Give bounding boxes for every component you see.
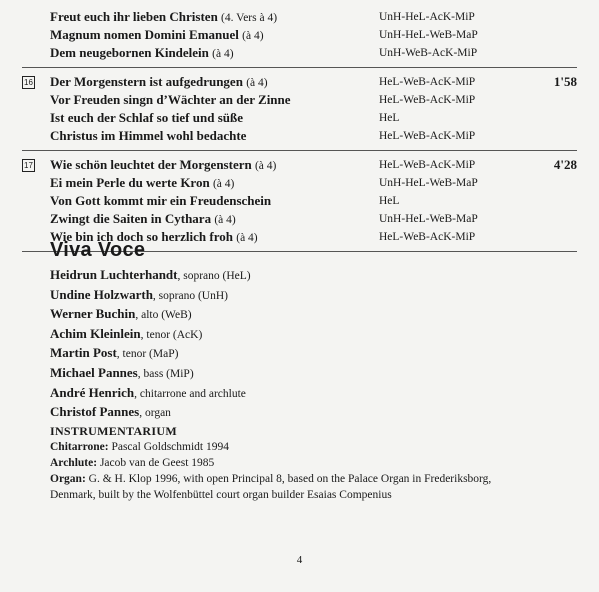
- ensemble-member: Werner Buchin, alto (WeB): [50, 306, 192, 322]
- ensemble-member: Achim Kleinlein, tenor (AcK): [50, 325, 203, 341]
- track-number-box: 17: [22, 159, 35, 172]
- track-singers: HeL-WeB-AcK-MiP: [379, 76, 476, 88]
- track-group: [22, 156, 577, 246]
- instrument-line: Organ: G. & H. Klop 1996, with open Principal 8, based on the Palace Organ in Frederiksborg,: [50, 473, 492, 485]
- track-group: [22, 73, 577, 145]
- track-title: Der Morgenstern ist aufgedrungen (à 4): [50, 74, 268, 89]
- track-singers: UnH-HeL-WeB-MaP: [379, 213, 478, 225]
- track-row: [22, 109, 577, 127]
- track-voices: (à 4): [212, 48, 234, 60]
- instrument-line: Denmark, built by the Wolfenbüttel court organ builder Esaias Compenius: [50, 489, 392, 501]
- track-list: [22, 8, 577, 257]
- track-title: Magnum nomen Domini Emanuel (à 4): [50, 27, 264, 42]
- instrument-line: Chitarrone: Pascal Goldschmidt 1994: [50, 441, 229, 453]
- track-singers: HeL: [379, 112, 400, 124]
- track-title: Wie bin ich doch so herzlich froh (à 4): [50, 229, 258, 244]
- track-singers: HeL: [379, 195, 400, 207]
- track-singers: UnH-WeB-AcK-MiP: [379, 47, 478, 59]
- track-singers: HeL-WeB-AcK-MiP: [379, 130, 476, 142]
- ensemble-member: Undine Holzwarth, soprano (UnH): [50, 286, 228, 302]
- track-voices: (à 4): [246, 77, 268, 89]
- track-singers: UnH-HeL-AcK-MiP: [379, 11, 475, 23]
- ensemble-member: André Henrich, chitarrone and archlute: [50, 384, 246, 400]
- track-voices: (à 4): [214, 214, 236, 226]
- track-row: [22, 44, 577, 62]
- ensemble-section: [50, 238, 570, 423]
- track-title: Ist euch der Schlaf so tief und süße: [50, 110, 243, 125]
- track-row: [22, 91, 577, 109]
- track-title: Zwingt die Saiten in Cythara (à 4): [50, 211, 236, 226]
- track-title: Ei mein Perle du werte Kron (à 4): [50, 175, 235, 190]
- instrument-line: Archlute: Jacob van de Geest 1985: [50, 457, 215, 469]
- track-row: [22, 210, 577, 228]
- track-title: Von Gott kommt mir ein Freudenschein: [50, 193, 272, 208]
- track-singers: HeL-WeB-AcK-MiP: [379, 159, 476, 171]
- track-singers: HeL-WeB-AcK-MiP: [379, 231, 476, 243]
- ensemble-member: Martin Post, tenor (MaP): [50, 345, 179, 361]
- ensemble-member: Christof Pannes, organ: [50, 404, 171, 420]
- track-row: [22, 174, 577, 192]
- track-row: [22, 156, 577, 174]
- track-row: [22, 192, 577, 210]
- track-row: [22, 8, 577, 26]
- track-singers: HeL-WeB-AcK-MiP: [379, 94, 476, 106]
- track-number-box: 16: [22, 76, 35, 89]
- track-voices: (à 4): [254, 160, 277, 172]
- instrumentarium-section: [50, 423, 580, 503]
- track-row: [22, 73, 577, 91]
- track-row: [22, 127, 577, 145]
- track-title: Wie schön leuchtet der Morgenstern (à 4): [50, 157, 277, 172]
- track-group: [22, 8, 577, 62]
- track-title: Christus im Himmel wohl bedachte: [50, 128, 247, 143]
- track-title: Dem neugebornen Kindelein (à 4): [50, 45, 234, 60]
- divider: [22, 150, 577, 151]
- track-title: Freut euch ihr lieben Christen (4. Vers à 4): [50, 9, 278, 24]
- track-duration: 4'28: [553, 157, 577, 172]
- track-voices: (à 4): [212, 178, 235, 190]
- track-title: Vor Freuden singn d’Wächter an der Zinne: [50, 92, 291, 107]
- track-voices: (à 4): [242, 30, 264, 42]
- track-voices: (à 4): [236, 232, 258, 244]
- page-number: 4: [296, 554, 303, 566]
- ensemble-member: Michael Pannes, bass (MiP): [50, 364, 194, 380]
- ensemble-member: Heidrun Luchterhandt, soprano (HeL): [50, 267, 251, 282]
- track-duration: 1'58: [553, 74, 577, 89]
- track-singers: UnH-HeL-WeB-MaP: [379, 177, 478, 189]
- instrumentarium-heading: INSTRUMENTARIUM: [50, 424, 177, 438]
- divider: [22, 67, 577, 68]
- track-voices: (4. Vers à 4): [221, 12, 278, 24]
- ensemble-name: Viva Voce: [50, 239, 146, 261]
- track-singers: UnH-HeL-WeB-MaP: [379, 29, 478, 41]
- track-row: [22, 26, 577, 44]
